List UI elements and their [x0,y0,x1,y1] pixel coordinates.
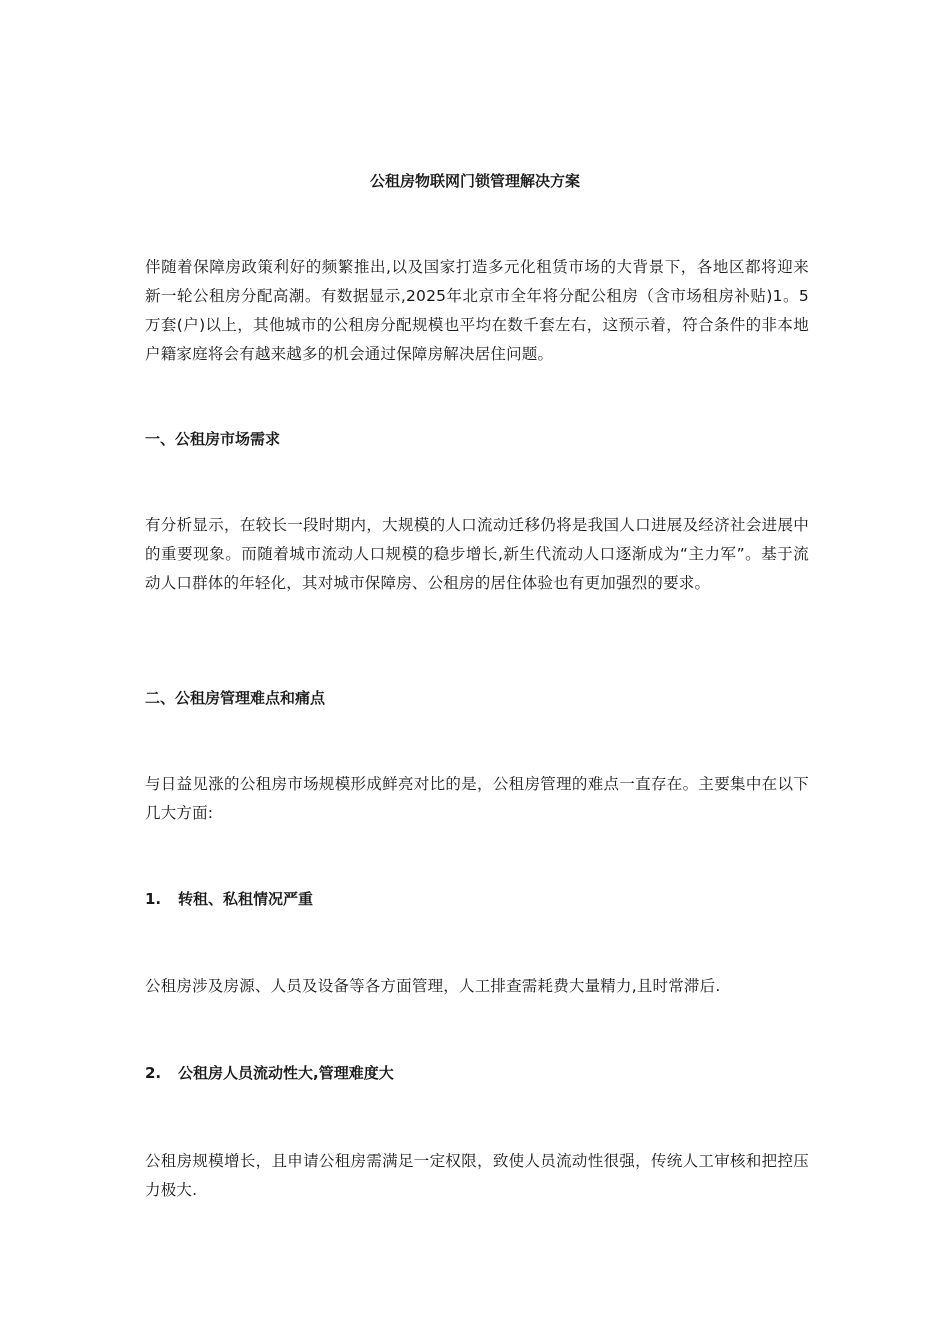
item2-number: 2. [145,1064,162,1082]
item1-heading [145,888,805,910]
item1-number: 1. [145,890,162,908]
section1-paragraph: 有分析显示，在较长一段时期内，大规模的人口流动迁移仍将是我国人口进展及经济社会进展中的重要现象。而随着城市流动人口规模的稳步增长,新生代流动人口逐渐成为“主力军”。基于流动人口群体的年轻化，其对城市保障房、公租房的居住体验也有更加强烈的要求。 [145,516,809,592]
document-title: 公租房物联网门锁管理解决方案 [369,172,580,190]
item2-paragraph: 公租房规模增长，且申请公租房需满足一定权限，致使人员流动性很强，传统人工审核和把控压力极大. [145,1152,809,1199]
section1-heading: 一、公租房市场需求 [145,430,281,448]
item1-paragraph: 公租房涉及房源、人员及设备等各方面管理，人工排查需耗费大量精力,且时常滞后. [145,977,721,995]
item1-heading-text: 转租、私租情况严重 [178,890,314,908]
section2-paragraph: 与日益见涨的公租房市场规模形成鲜亮对比的是，公租房管理的难点一直存在。主要集中在以下几大方面: [145,775,809,822]
item2-heading [145,1062,805,1084]
item2-heading-text: 公租房人员流动性大,管理难度大 [178,1064,394,1082]
section2-heading: 二、公租房管理难点和痛点 [145,689,326,707]
intro-paragraph: 伴随着保障房政策利好的频繁推出,以及国家打造多元化租赁市场的大背景下，各地区都将迎来新一轮公租房分配高潮。有数据显示,2025年北京市全年将分配公租房（含市场租房补贴)1。5万套(户)以上，其他城市的公租房分配规模也平均在数千套左右，这预示着，符合条件的非本地户籍家庭将会有越来越多的机会通过保障房解决居住问题。 [145,258,809,363]
